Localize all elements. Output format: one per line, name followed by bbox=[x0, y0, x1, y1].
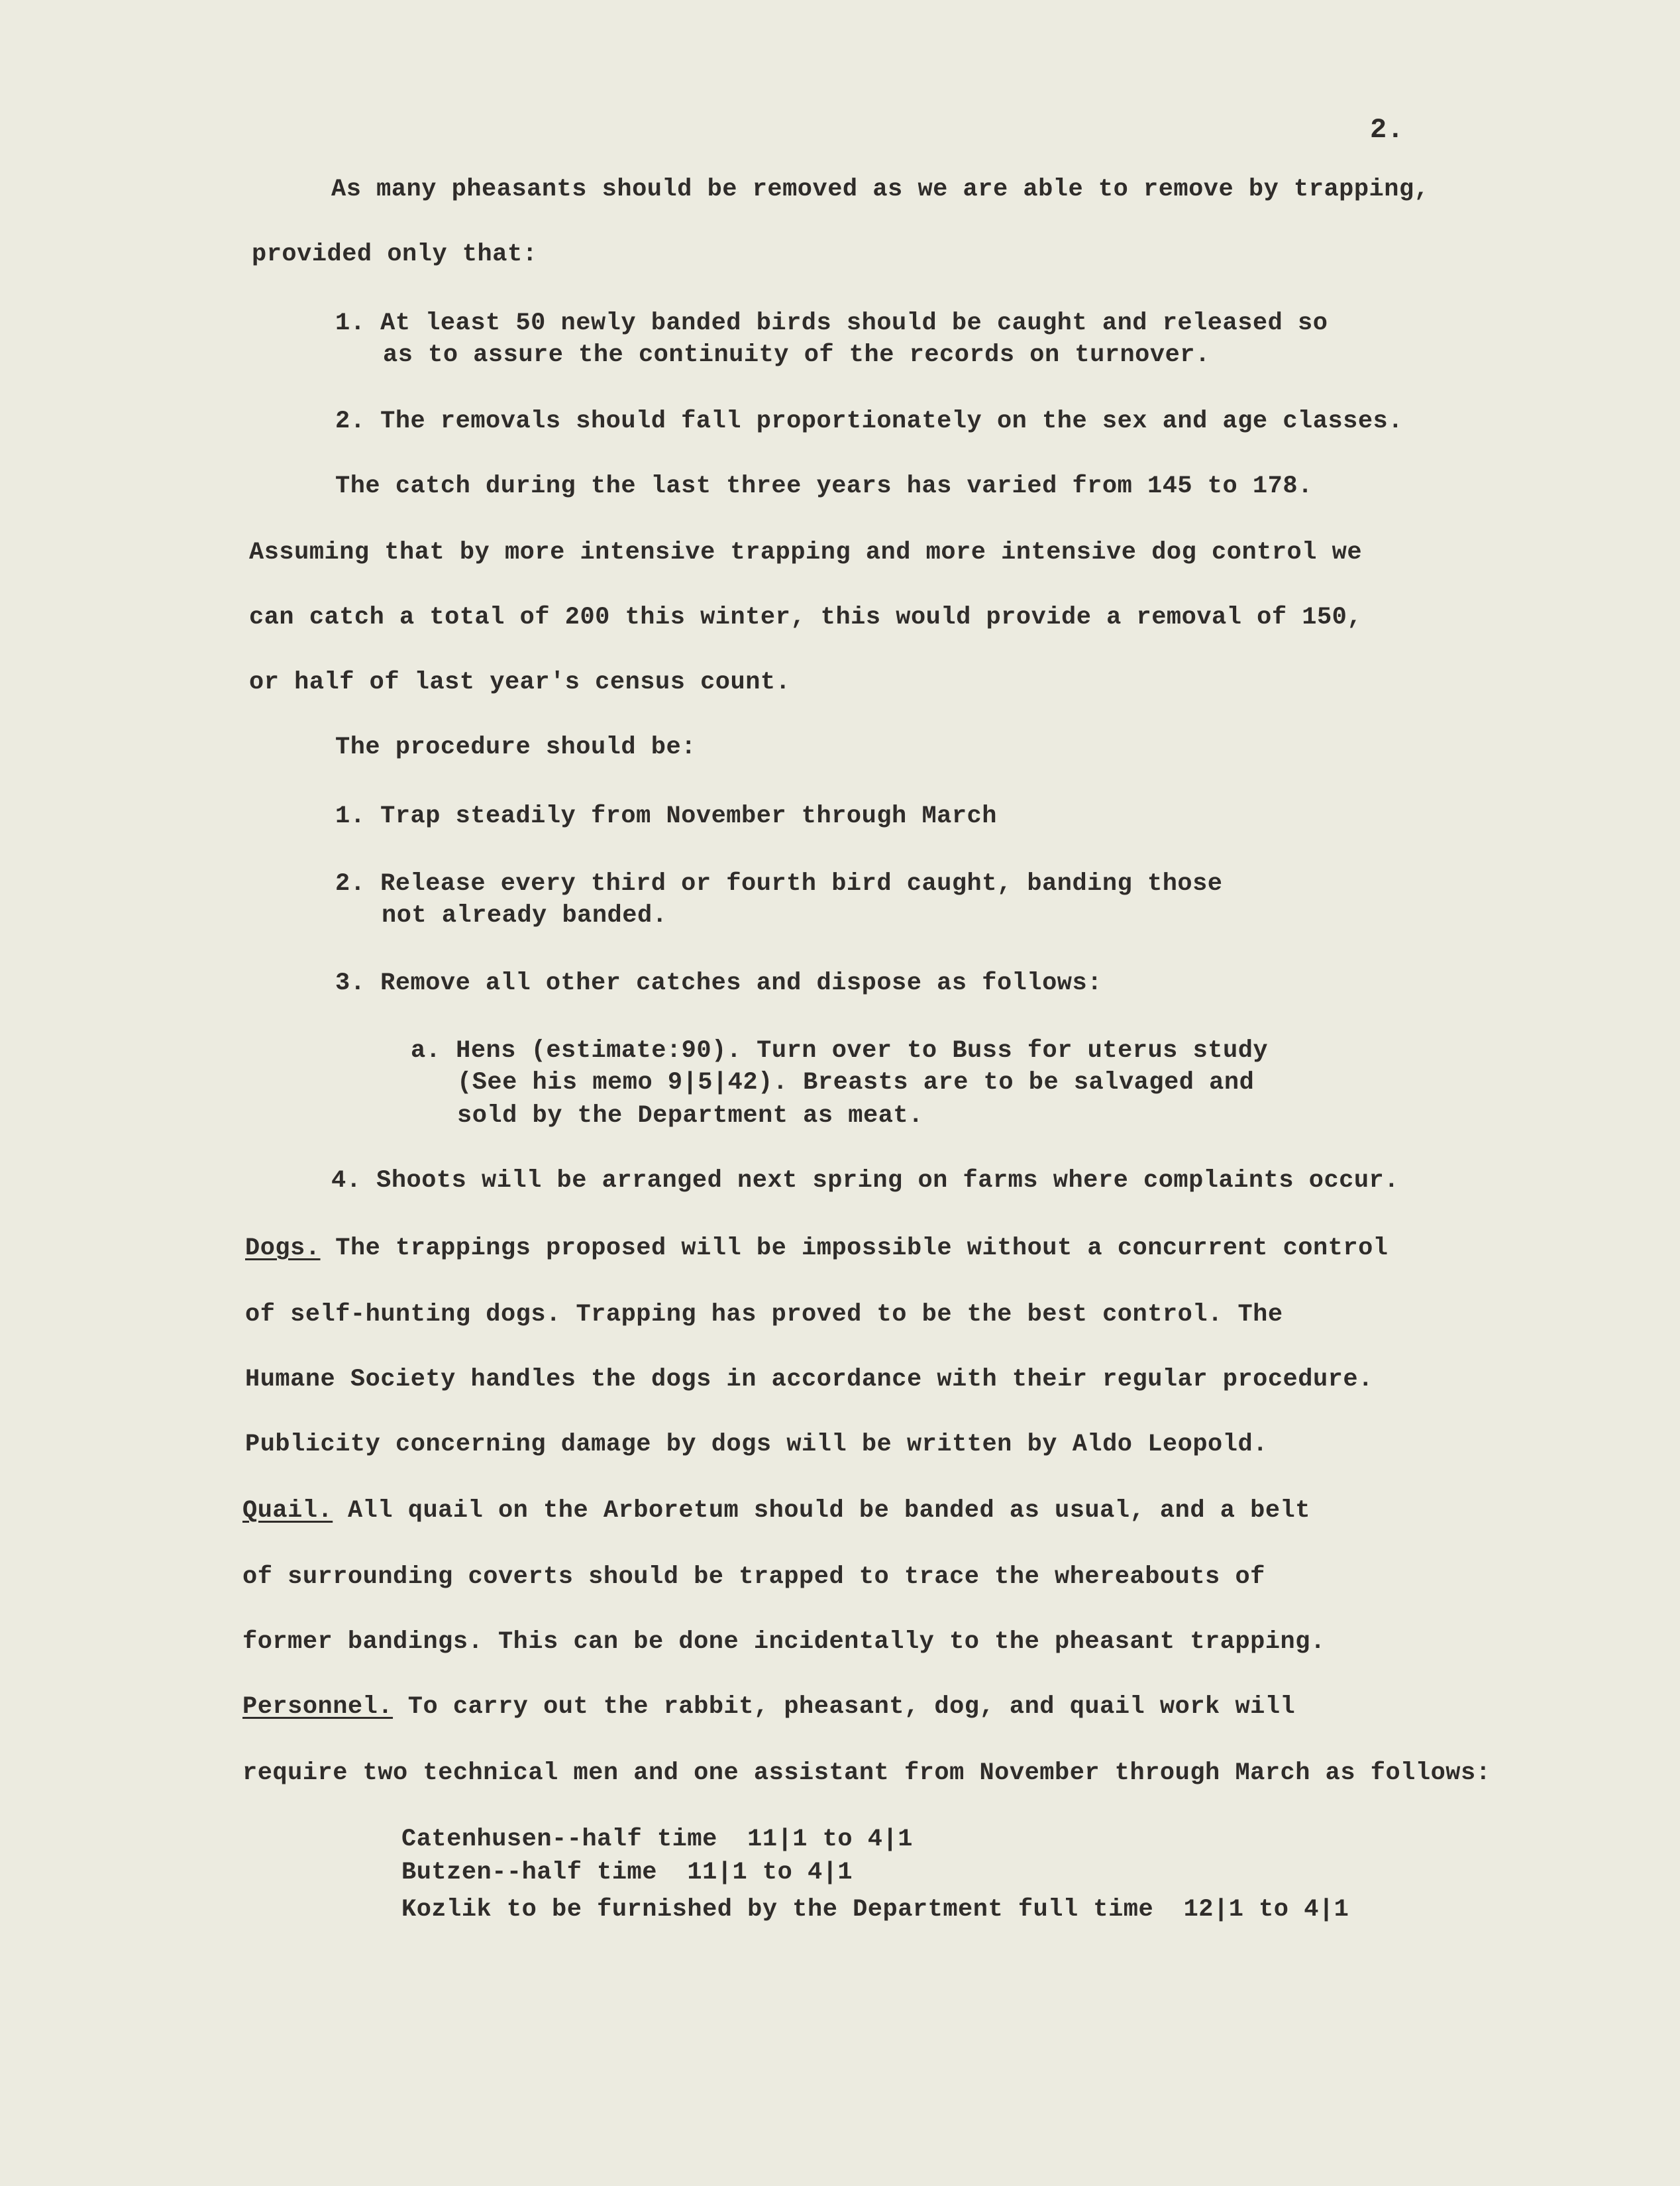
section-heading-dogs: Dogs. bbox=[245, 1234, 321, 1262]
list-item: 2. Release every third or fourth bird caught, banding those bbox=[335, 870, 1223, 898]
sub-item: a. Hens (estimate:90). Turn over to Buss for uterus study bbox=[411, 1037, 1269, 1065]
dogs-paragraph bbox=[245, 1236, 1389, 1261]
paragraph-line: Assuming that by more intensive trapping and more intensive dog control we bbox=[249, 539, 1363, 567]
list-item: 4. Shoots will be arranged next spring on farms where complaints occur. bbox=[331, 1167, 1399, 1195]
paragraph-line: can catch a total of 200 this winter, this would provide a removal of 150, bbox=[249, 604, 1363, 631]
section-heading-personnel: Personnel. bbox=[242, 1693, 394, 1721]
procedure-intro: The procedure should be: bbox=[335, 734, 696, 761]
paragraph-line: former bandings. This can be done incidentally to the pheasant trapping. bbox=[242, 1628, 1326, 1656]
list-item: not already banded. bbox=[382, 902, 668, 930]
paragraph-line: Humane Society handles the dogs in accordance with their regular procedure. bbox=[245, 1366, 1373, 1394]
paragraph-line: of surrounding coverts should be trapped to trace the whereabouts of bbox=[242, 1563, 1265, 1591]
paragraph-line: or half of last year's census count. bbox=[249, 669, 791, 696]
list-item: 1. Trap steadily from November through March bbox=[335, 802, 997, 830]
paragraph-line: The catch during the last three years has varied from 145 to 178. bbox=[335, 472, 1313, 500]
paragraph-line: To carry out the rabbit, pheasant, dog, and quail work will bbox=[393, 1693, 1296, 1721]
list-item: 2. The removals should fall proportionately on the sex and age classes. bbox=[335, 408, 1403, 435]
paragraph-line: of self-hunting dogs. Trapping has proved to be the best control. The bbox=[245, 1301, 1283, 1329]
page-number: 2. bbox=[1370, 114, 1404, 146]
paragraph-line: All quail on the Arboretum should be banded as usual, and a belt bbox=[333, 1497, 1310, 1525]
paragraph-line: require two technical men and one assistant from November through March as follows: bbox=[242, 1759, 1491, 1787]
personnel-paragraph bbox=[242, 1695, 1295, 1720]
staff-line: Butzen--half time 11|1 to 4|1 bbox=[401, 1859, 853, 1886]
list-item: as to assure the continuity of the records on turnover. bbox=[383, 341, 1210, 369]
paragraph-line: As many pheasants should be removed as we are able to remove by trapping, bbox=[331, 176, 1430, 203]
paragraph-line: provided only that: bbox=[252, 241, 538, 268]
sub-item: (See his memo 9|5|42). Breasts are to be salvaged and bbox=[457, 1069, 1255, 1097]
list-item: 3. Remove all other catches and dispose as follows: bbox=[335, 969, 1102, 997]
sub-item: sold by the Department as meat. bbox=[457, 1102, 923, 1130]
quail-paragraph bbox=[242, 1499, 1310, 1523]
list-item: 1. At least 50 newly banded birds should be caught and released so bbox=[335, 309, 1328, 337]
section-heading-quail: Quail. bbox=[242, 1497, 333, 1525]
staff-line: Kozlik to be furnished by the Department full time 12|1 to 4|1 bbox=[401, 1896, 1349, 1924]
staff-line: Catenhusen--half time 11|1 to 4|1 bbox=[401, 1826, 913, 1853]
paragraph-line: The trappings proposed will be impossible without a concurrent control bbox=[320, 1234, 1389, 1262]
paragraph-line: Publicity concerning damage by dogs will be written by Aldo Leopold. bbox=[245, 1431, 1268, 1458]
